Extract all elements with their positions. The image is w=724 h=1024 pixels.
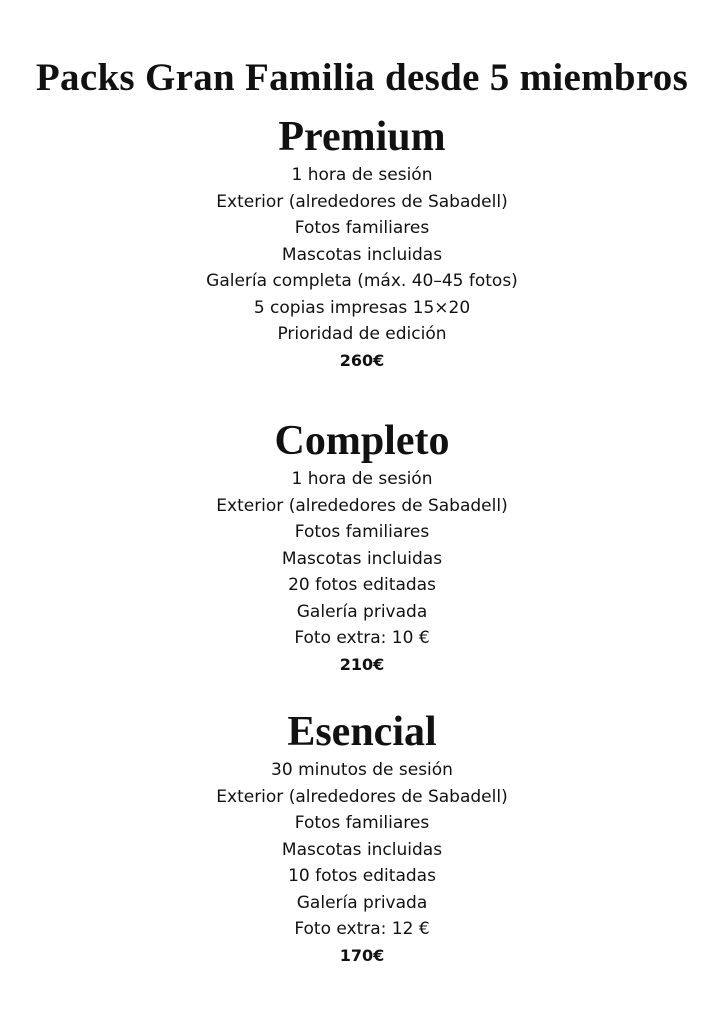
pack-name: Completo [274, 418, 450, 464]
pack-price: 260€ [339, 350, 385, 370]
feature-item: Fotos familiares [294, 522, 430, 542]
feature-item: Prioridad de edición [277, 324, 447, 344]
feature-item: Mascotas incluidas [281, 244, 443, 265]
feature-item: Fotos familiares [294, 218, 430, 238]
feature-item: 20 fotos editadas [288, 575, 436, 595]
pack-premium [0, 112, 724, 374]
page-title: Packs Gran Familia desde 5 miembros [35, 56, 689, 100]
feature-item: Exterior (alrededores de Sabadell) [216, 495, 508, 516]
feature-item: Galería completa (máx. 40–45 fotos) [206, 271, 518, 291]
feature-item: 5 copias impresas 15×20 [253, 297, 471, 318]
feature-item: 1 hora de sesión [291, 165, 433, 185]
feature-item: Exterior (alrededores de Sabadell) [216, 786, 508, 807]
feature-item: Galería privada [296, 892, 428, 913]
feature-list [0, 466, 724, 652]
feature-item: 30 minutos de sesión [271, 760, 453, 780]
pack-name: Premium [278, 114, 446, 160]
pack-esencial [0, 707, 724, 969]
pack-completo [0, 416, 724, 678]
pack-price: 170€ [339, 945, 385, 965]
feature-item: 10 fotos editadas [288, 866, 436, 886]
feature-item: Mascotas incluidas [281, 839, 443, 860]
feature-list [0, 757, 724, 943]
feature-item: Mascotas incluidas [281, 548, 443, 569]
feature-list [0, 162, 724, 348]
feature-item: Fotos familiares [294, 813, 430, 833]
pack-price: 210€ [339, 654, 385, 674]
feature-item: Galería privada [296, 601, 428, 622]
pack-name: Esencial [287, 709, 437, 755]
feature-item: 1 hora de sesión [291, 469, 433, 489]
feature-item: Foto extra: 12 € [294, 919, 430, 939]
feature-item: Foto extra: 10 € [294, 628, 430, 648]
feature-item: Exterior (alrededores de Sabadell) [216, 191, 508, 212]
